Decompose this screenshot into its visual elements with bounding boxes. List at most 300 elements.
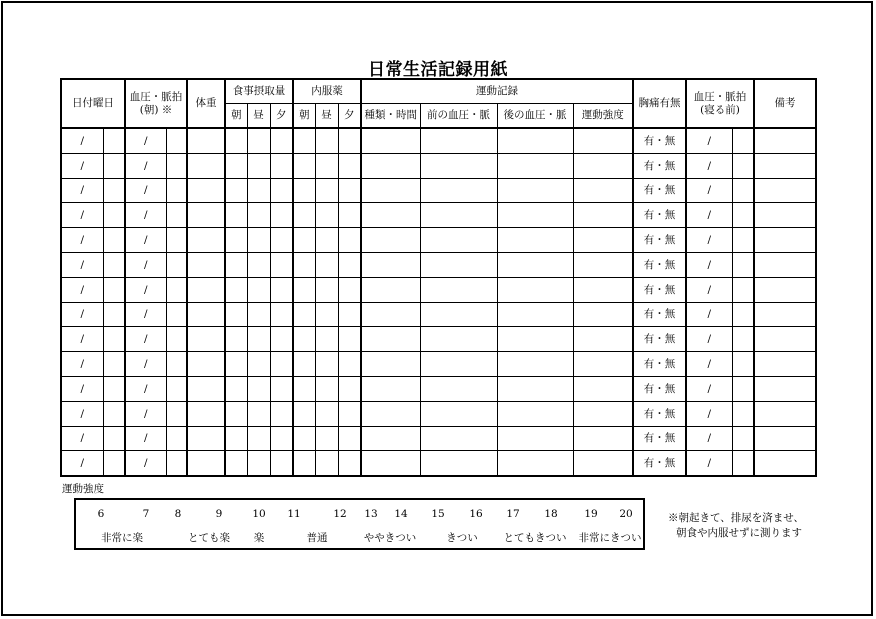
exercise-after-cell[interactable] xyxy=(497,451,573,476)
meal-morning-cell[interactable] xyxy=(225,376,247,401)
weight-cell[interactable] xyxy=(187,327,225,352)
bp-morning-cell[interactable]: / xyxy=(125,302,166,327)
med-evening-cell[interactable] xyxy=(338,451,361,476)
meal-evening-cell[interactable] xyxy=(270,426,293,451)
med-morning-cell[interactable] xyxy=(293,228,315,253)
exercise-intensity-cell[interactable] xyxy=(573,203,633,228)
exercise-type-cell[interactable] xyxy=(361,451,420,476)
intensity-word: 非常にきつい xyxy=(578,532,642,544)
meal-noon-cell[interactable] xyxy=(247,203,270,228)
intensity-number: 15 xyxy=(431,508,445,520)
chest-pain-cell[interactable]: 有・無 xyxy=(633,401,686,426)
day-cell[interactable] xyxy=(103,178,125,203)
chest-pain-cell[interactable]: 有・無 xyxy=(633,277,686,302)
med-noon-cell[interactable] xyxy=(315,352,338,377)
meal-noon-cell[interactable] xyxy=(247,252,270,277)
bp-night-cell[interactable]: / xyxy=(686,153,732,178)
header-exercise: 運動記録 xyxy=(361,79,633,104)
header-remarks: 備考 xyxy=(754,79,816,128)
pulse-morning-cell[interactable] xyxy=(166,252,187,277)
med-noon-cell[interactable] xyxy=(315,451,338,476)
intensity-word: きつい xyxy=(446,532,478,544)
meal-noon-cell[interactable] xyxy=(247,352,270,377)
meal-evening-cell[interactable] xyxy=(270,203,293,228)
chest-pain-cell[interactable]: 有・無 xyxy=(633,302,686,327)
bp-night-cell[interactable]: / xyxy=(686,178,732,203)
med-evening-cell[interactable] xyxy=(338,426,361,451)
exercise-intensity-cell[interactable] xyxy=(573,252,633,277)
pulse-morning-cell[interactable] xyxy=(166,128,187,153)
date-cell[interactable]: / xyxy=(61,376,103,401)
table-row xyxy=(61,252,816,277)
bp-night-cell[interactable]: / xyxy=(686,128,732,153)
exercise-intensity-cell[interactable] xyxy=(573,228,633,253)
meal-noon-cell[interactable] xyxy=(247,277,270,302)
pulse-morning-cell[interactable] xyxy=(166,153,187,178)
exercise-type-cell[interactable] xyxy=(361,203,420,228)
exercise-before-cell[interactable] xyxy=(420,401,497,426)
med-noon-cell[interactable] xyxy=(315,128,338,153)
exercise-intensity-cell[interactable] xyxy=(573,376,633,401)
header-med-morning: 朝 xyxy=(293,104,315,129)
med-noon-cell[interactable] xyxy=(315,302,338,327)
day-cell[interactable] xyxy=(103,352,125,377)
intensity-number: 19 xyxy=(584,508,598,520)
exercise-type-cell[interactable] xyxy=(361,128,420,153)
pulse-morning-cell[interactable] xyxy=(166,277,187,302)
day-cell[interactable] xyxy=(103,252,125,277)
intensity-number: 12 xyxy=(333,508,347,520)
weight-cell[interactable] xyxy=(187,302,225,327)
meal-noon-cell[interactable] xyxy=(247,153,270,178)
weight-cell[interactable] xyxy=(187,178,225,203)
intensity-number: 9 xyxy=(215,508,223,520)
chest-pain-cell[interactable]: 有・無 xyxy=(633,426,686,451)
exercise-type-cell[interactable] xyxy=(361,302,420,327)
med-evening-cell[interactable] xyxy=(338,277,361,302)
weight-cell[interactable] xyxy=(187,203,225,228)
pulse-night-cell[interactable] xyxy=(732,128,754,153)
day-cell[interactable] xyxy=(103,327,125,352)
meal-evening-cell[interactable] xyxy=(270,327,293,352)
exercise-after-cell[interactable] xyxy=(497,302,573,327)
meal-evening-cell[interactable] xyxy=(270,228,293,253)
pulse-night-cell[interactable] xyxy=(732,252,754,277)
exercise-type-cell[interactable] xyxy=(361,178,420,203)
exercise-type-cell[interactable] xyxy=(361,252,420,277)
header-weight: 体重 xyxy=(187,79,225,128)
med-noon-cell[interactable] xyxy=(315,327,338,352)
pulse-night-cell[interactable] xyxy=(732,153,754,178)
exercise-after-cell[interactable] xyxy=(497,128,573,153)
bp-night-cell[interactable]: / xyxy=(686,252,732,277)
remarks-cell[interactable] xyxy=(754,426,816,451)
weight-cell[interactable] xyxy=(187,451,225,476)
med-morning-cell[interactable] xyxy=(293,451,315,476)
meal-evening-cell[interactable] xyxy=(270,128,293,153)
pulse-morning-cell[interactable] xyxy=(166,327,187,352)
pulse-morning-cell[interactable] xyxy=(166,203,187,228)
measurement-note xyxy=(668,511,804,541)
bp-morning-cell[interactable]: / xyxy=(125,153,166,178)
meal-noon-cell[interactable] xyxy=(247,451,270,476)
exercise-before-cell[interactable] xyxy=(420,302,497,327)
bp-night-cell[interactable]: / xyxy=(686,426,732,451)
med-evening-cell[interactable] xyxy=(338,302,361,327)
bp-night-cell[interactable]: / xyxy=(686,327,732,352)
remarks-cell[interactable] xyxy=(754,252,816,277)
table-row xyxy=(61,327,816,352)
remarks-cell[interactable] xyxy=(754,277,816,302)
med-morning-cell[interactable] xyxy=(293,128,315,153)
exercise-before-cell[interactable] xyxy=(420,128,497,153)
date-cell[interactable]: / xyxy=(61,178,103,203)
exercise-before-cell[interactable] xyxy=(420,277,497,302)
meal-evening-cell[interactable] xyxy=(270,376,293,401)
exercise-after-cell[interactable] xyxy=(497,252,573,277)
med-evening-cell[interactable] xyxy=(338,401,361,426)
meal-noon-cell[interactable] xyxy=(247,302,270,327)
exercise-before-cell[interactable] xyxy=(420,153,497,178)
remarks-cell[interactable] xyxy=(754,327,816,352)
exercise-type-cell[interactable] xyxy=(361,352,420,377)
intensity-word: 楽 xyxy=(253,532,265,544)
bp-morning-cell[interactable]: / xyxy=(125,252,166,277)
meal-noon-cell[interactable] xyxy=(247,426,270,451)
date-cell[interactable]: / xyxy=(61,228,103,253)
day-cell[interactable] xyxy=(103,228,125,253)
meal-noon-cell[interactable] xyxy=(247,376,270,401)
remarks-cell[interactable] xyxy=(754,352,816,377)
med-morning-cell[interactable] xyxy=(293,203,315,228)
med-evening-cell[interactable] xyxy=(338,352,361,377)
day-cell[interactable] xyxy=(103,277,125,302)
chest-pain-cell[interactable]: 有・無 xyxy=(633,327,686,352)
meal-morning-cell[interactable] xyxy=(225,451,247,476)
pulse-night-cell[interactable] xyxy=(732,302,754,327)
pulse-morning-cell[interactable] xyxy=(166,228,187,253)
date-cell[interactable]: / xyxy=(61,302,103,327)
exercise-type-cell[interactable] xyxy=(361,277,420,302)
meal-noon-cell[interactable] xyxy=(247,228,270,253)
weight-cell[interactable] xyxy=(187,252,225,277)
intensity-number: 17 xyxy=(506,508,520,520)
weight-cell[interactable] xyxy=(187,352,225,377)
table-row xyxy=(61,376,816,401)
med-morning-cell[interactable] xyxy=(293,327,315,352)
weight-cell[interactable] xyxy=(187,153,225,178)
med-morning-cell[interactable] xyxy=(293,426,315,451)
meal-noon-cell[interactable] xyxy=(247,128,270,153)
meal-morning-cell[interactable] xyxy=(225,178,247,203)
med-morning-cell[interactable] xyxy=(293,277,315,302)
exercise-intensity-cell[interactable] xyxy=(573,352,633,377)
pulse-morning-cell[interactable] xyxy=(166,178,187,203)
exercise-before-cell[interactable] xyxy=(420,426,497,451)
exercise-type-cell[interactable] xyxy=(361,327,420,352)
date-cell[interactable]: / xyxy=(61,128,103,153)
date-cell[interactable]: / xyxy=(61,327,103,352)
weight-cell[interactable] xyxy=(187,277,225,302)
med-noon-cell[interactable] xyxy=(315,178,338,203)
chest-pain-cell[interactable]: 有・無 xyxy=(633,252,686,277)
med-morning-cell[interactable] xyxy=(293,153,315,178)
exercise-intensity-cell[interactable] xyxy=(573,401,633,426)
meal-morning-cell[interactable] xyxy=(225,153,247,178)
date-cell[interactable]: / xyxy=(61,352,103,377)
meal-morning-cell[interactable] xyxy=(225,327,247,352)
bp-morning-cell[interactable]: / xyxy=(125,128,166,153)
meal-morning-cell[interactable] xyxy=(225,128,247,153)
header-exercise-intensity: 運動強度 xyxy=(573,104,633,129)
remarks-cell[interactable] xyxy=(754,128,816,153)
exercise-type-cell[interactable] xyxy=(361,153,420,178)
pulse-morning-cell[interactable] xyxy=(166,451,187,476)
intensity-number: 6 xyxy=(97,508,105,520)
date-cell[interactable]: / xyxy=(61,153,103,178)
weight-cell[interactable] xyxy=(187,228,225,253)
exercise-intensity-cell[interactable] xyxy=(573,327,633,352)
med-evening-cell[interactable] xyxy=(338,203,361,228)
remarks-cell[interactable] xyxy=(754,228,816,253)
med-evening-cell[interactable] xyxy=(338,228,361,253)
med-noon-cell[interactable] xyxy=(315,228,338,253)
bp-night-cell[interactable]: / xyxy=(686,277,732,302)
day-cell[interactable] xyxy=(103,426,125,451)
pulse-morning-cell[interactable] xyxy=(166,352,187,377)
header-meal-noon: 昼 xyxy=(247,104,270,129)
header-exercise-after: 後の血圧・脈 xyxy=(497,104,573,129)
header-bp-night-line1: 血圧・脈拍 xyxy=(693,91,747,104)
med-noon-cell[interactable] xyxy=(315,376,338,401)
med-noon-cell[interactable] xyxy=(315,277,338,302)
intensity-number: 14 xyxy=(394,508,408,520)
bp-night-cell[interactable]: / xyxy=(686,401,732,426)
exercise-type-cell[interactable] xyxy=(361,426,420,451)
pulse-night-cell[interactable] xyxy=(732,327,754,352)
remarks-cell[interactable] xyxy=(754,153,816,178)
bp-night-cell[interactable]: / xyxy=(686,451,732,476)
day-cell[interactable] xyxy=(103,153,125,178)
date-cell[interactable]: / xyxy=(61,203,103,228)
meal-morning-cell[interactable] xyxy=(225,252,247,277)
meal-evening-cell[interactable] xyxy=(270,302,293,327)
med-morning-cell[interactable] xyxy=(293,178,315,203)
remarks-cell[interactable] xyxy=(754,451,816,476)
exercise-after-cell[interactable] xyxy=(497,228,573,253)
intensity-word: 非常に楽 xyxy=(101,532,143,544)
meal-morning-cell[interactable] xyxy=(225,352,247,377)
meal-evening-cell[interactable] xyxy=(270,153,293,178)
med-noon-cell[interactable] xyxy=(315,426,338,451)
exercise-intensity-cell[interactable] xyxy=(573,128,633,153)
meal-evening-cell[interactable] xyxy=(270,401,293,426)
med-morning-cell[interactable] xyxy=(293,252,315,277)
meal-noon-cell[interactable] xyxy=(247,178,270,203)
chest-pain-cell[interactable]: 有・無 xyxy=(633,178,686,203)
exercise-before-cell[interactable] xyxy=(420,178,497,203)
exercise-after-cell[interactable] xyxy=(497,277,573,302)
chest-pain-cell[interactable]: 有・無 xyxy=(633,128,686,153)
exercise-after-cell[interactable] xyxy=(497,401,573,426)
meal-morning-cell[interactable] xyxy=(225,228,247,253)
chest-pain-cell[interactable]: 有・無 xyxy=(633,203,686,228)
date-cell[interactable]: / xyxy=(61,277,103,302)
exercise-intensity-cell[interactable] xyxy=(573,426,633,451)
exercise-before-cell[interactable] xyxy=(420,352,497,377)
bp-morning-cell[interactable]: / xyxy=(125,352,166,377)
med-noon-cell[interactable] xyxy=(315,203,338,228)
pulse-morning-cell[interactable] xyxy=(166,376,187,401)
pulse-night-cell[interactable] xyxy=(732,178,754,203)
pulse-night-cell[interactable] xyxy=(732,426,754,451)
med-morning-cell[interactable] xyxy=(293,302,315,327)
table-row xyxy=(61,228,816,253)
pulse-morning-cell[interactable] xyxy=(166,426,187,451)
exercise-after-cell[interactable] xyxy=(497,178,573,203)
remarks-cell[interactable] xyxy=(754,401,816,426)
header-meds: 内服薬 xyxy=(293,79,361,104)
bp-night-cell[interactable]: / xyxy=(686,376,732,401)
meal-noon-cell[interactable] xyxy=(247,401,270,426)
pulse-night-cell[interactable] xyxy=(732,376,754,401)
meal-noon-cell[interactable] xyxy=(247,327,270,352)
exercise-after-cell[interactable] xyxy=(497,426,573,451)
exercise-after-cell[interactable] xyxy=(497,352,573,377)
exercise-before-cell[interactable] xyxy=(420,203,497,228)
meal-evening-cell[interactable] xyxy=(270,277,293,302)
table-row xyxy=(61,401,816,426)
med-morning-cell[interactable] xyxy=(293,401,315,426)
exercise-after-cell[interactable] xyxy=(497,203,573,228)
day-cell[interactable] xyxy=(103,203,125,228)
pulse-night-cell[interactable] xyxy=(732,352,754,377)
med-noon-cell[interactable] xyxy=(315,252,338,277)
bp-morning-cell[interactable]: / xyxy=(125,401,166,426)
exercise-type-cell[interactable] xyxy=(361,376,420,401)
header-chest-pain: 胸痛有無 xyxy=(633,79,686,128)
table-row xyxy=(61,352,816,377)
intensity-number: 18 xyxy=(544,508,558,520)
exercise-type-cell[interactable] xyxy=(361,401,420,426)
bp-morning-cell[interactable]: / xyxy=(125,178,166,203)
med-morning-cell[interactable] xyxy=(293,376,315,401)
med-noon-cell[interactable] xyxy=(315,153,338,178)
meal-morning-cell[interactable] xyxy=(225,426,247,451)
med-evening-cell[interactable] xyxy=(338,128,361,153)
pulse-morning-cell[interactable] xyxy=(166,302,187,327)
meal-evening-cell[interactable] xyxy=(270,451,293,476)
exercise-before-cell[interactable] xyxy=(420,327,497,352)
bp-night-cell[interactable]: / xyxy=(686,352,732,377)
chest-pain-cell[interactable]: 有・無 xyxy=(633,352,686,377)
med-evening-cell[interactable] xyxy=(338,153,361,178)
date-cell[interactable]: / xyxy=(61,401,103,426)
bp-morning-cell[interactable]: / xyxy=(125,203,166,228)
exercise-intensity-cell[interactable] xyxy=(573,178,633,203)
weight-cell[interactable] xyxy=(187,426,225,451)
exercise-before-cell[interactable] xyxy=(420,451,497,476)
weight-cell[interactable] xyxy=(187,376,225,401)
note-line2: 朝食や内服せずに測ります xyxy=(676,527,802,539)
day-cell[interactable] xyxy=(103,451,125,476)
day-cell[interactable] xyxy=(103,302,125,327)
med-evening-cell[interactable] xyxy=(338,327,361,352)
chest-pain-cell[interactable]: 有・無 xyxy=(633,153,686,178)
med-evening-cell[interactable] xyxy=(338,252,361,277)
bp-morning-cell[interactable]: / xyxy=(125,327,166,352)
meal-morning-cell[interactable] xyxy=(225,203,247,228)
exercise-intensity-cell[interactable] xyxy=(573,451,633,476)
meal-evening-cell[interactable] xyxy=(270,352,293,377)
date-cell[interactable]: / xyxy=(61,252,103,277)
weight-cell[interactable] xyxy=(187,128,225,153)
date-cell[interactable]: / xyxy=(61,451,103,476)
remarks-cell[interactable] xyxy=(754,178,816,203)
header-bp-morning xyxy=(125,79,187,128)
header-bp-night-line2: (寝る前) xyxy=(700,103,740,116)
pulse-night-cell[interactable] xyxy=(732,451,754,476)
remarks-cell[interactable] xyxy=(754,302,816,327)
header-med-noon: 昼 xyxy=(315,104,338,129)
bp-morning-cell[interactable]: / xyxy=(125,228,166,253)
meal-evening-cell[interactable] xyxy=(270,252,293,277)
pulse-night-cell[interactable] xyxy=(732,228,754,253)
exercise-type-cell[interactable] xyxy=(361,228,420,253)
bp-night-cell[interactable]: / xyxy=(686,228,732,253)
med-evening-cell[interactable] xyxy=(338,376,361,401)
bp-morning-cell[interactable]: / xyxy=(125,426,166,451)
chest-pain-cell[interactable]: 有・無 xyxy=(633,451,686,476)
meal-morning-cell[interactable] xyxy=(225,401,247,426)
meal-evening-cell[interactable] xyxy=(270,178,293,203)
pulse-night-cell[interactable] xyxy=(732,401,754,426)
remarks-cell[interactable] xyxy=(754,203,816,228)
date-cell[interactable]: / xyxy=(61,426,103,451)
day-cell[interactable] xyxy=(103,128,125,153)
exercise-intensity-cell[interactable] xyxy=(573,153,633,178)
med-noon-cell[interactable] xyxy=(315,401,338,426)
meal-morning-cell[interactable] xyxy=(225,277,247,302)
exercise-after-cell[interactable] xyxy=(497,153,573,178)
exercise-before-cell[interactable] xyxy=(420,252,497,277)
exercise-before-cell[interactable] xyxy=(420,228,497,253)
med-morning-cell[interactable] xyxy=(293,352,315,377)
exercise-before-cell[interactable] xyxy=(420,376,497,401)
med-evening-cell[interactable] xyxy=(338,178,361,203)
chest-pain-cell[interactable]: 有・無 xyxy=(633,228,686,253)
remarks-cell[interactable] xyxy=(754,376,816,401)
pulse-night-cell[interactable] xyxy=(732,277,754,302)
bp-night-cell[interactable]: / xyxy=(686,302,732,327)
bp-morning-cell[interactable]: / xyxy=(125,277,166,302)
pulse-night-cell[interactable] xyxy=(732,203,754,228)
pulse-morning-cell[interactable] xyxy=(166,401,187,426)
exercise-after-cell[interactable] xyxy=(497,327,573,352)
bp-morning-cell[interactable]: / xyxy=(125,376,166,401)
exercise-intensity-cell[interactable] xyxy=(573,277,633,302)
chest-pain-cell[interactable]: 有・無 xyxy=(633,376,686,401)
exercise-intensity-cell[interactable] xyxy=(573,302,633,327)
meal-morning-cell[interactable] xyxy=(225,302,247,327)
intensity-number: 16 xyxy=(469,508,483,520)
day-cell[interactable] xyxy=(103,401,125,426)
day-cell[interactable] xyxy=(103,376,125,401)
weight-cell[interactable] xyxy=(187,401,225,426)
bp-night-cell[interactable]: / xyxy=(686,203,732,228)
exercise-after-cell[interactable] xyxy=(497,376,573,401)
bp-morning-cell[interactable]: / xyxy=(125,451,166,476)
